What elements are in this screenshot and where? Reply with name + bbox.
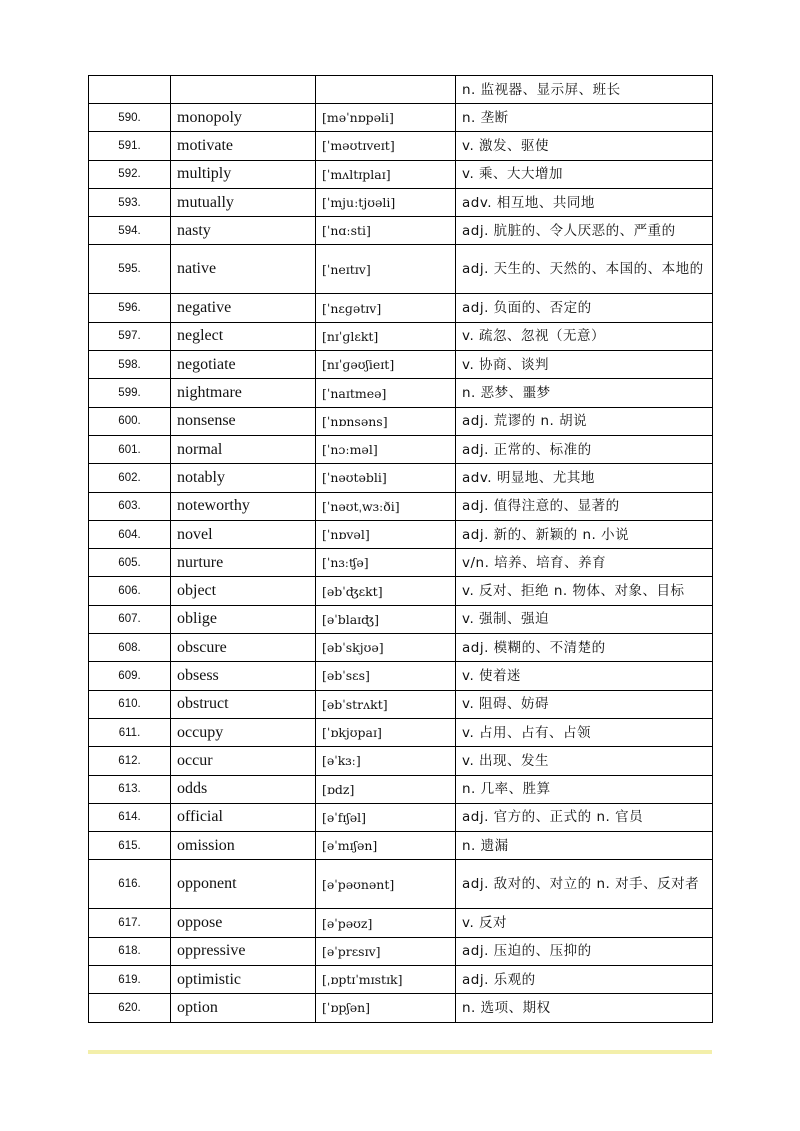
entry-word: mutually [171, 188, 316, 216]
entry-word: noteworthy [171, 492, 316, 520]
table-row [89, 160, 713, 188]
entry-word: nightmare [171, 379, 316, 407]
entry-number: 604. [89, 520, 171, 548]
entry-number: 614. [89, 803, 171, 831]
entry-phonetic: [ˈnəʊtəbli] [316, 464, 456, 492]
entry-phonetic: [əbˈskjʊə] [316, 634, 456, 662]
table-row [89, 994, 713, 1022]
entry-number: 612. [89, 747, 171, 775]
entry-phonetic: [əˈfɪʃəl] [316, 803, 456, 831]
entry-number: 593. [89, 188, 171, 216]
entry-number: 602. [89, 464, 171, 492]
entry-word: odds [171, 775, 316, 803]
table-row [89, 294, 713, 322]
entry-phonetic: [ˈnɜːʧə] [316, 549, 456, 577]
entry-definition: n. 几率、胜算 [456, 775, 713, 803]
entry-word: monopoly [171, 104, 316, 132]
entry-phonetic: [ˈnəʊtˌwɜːði] [316, 492, 456, 520]
entry-number: 594. [89, 217, 171, 245]
entry-phonetic [316, 76, 456, 104]
table-row [89, 747, 713, 775]
entry-phonetic: [əbˈʤɛkt] [316, 577, 456, 605]
entry-number: 596. [89, 294, 171, 322]
table-row [89, 520, 713, 548]
entry-phonetic: [nɪˈɡəʊʃieɪt] [316, 351, 456, 379]
entry-phonetic: [əbˈstrʌkt] [316, 690, 456, 718]
table-row [89, 188, 713, 216]
entry-definition: adj. 官方的、正式的 n. 官员 [456, 803, 713, 831]
entry-number: 618. [89, 937, 171, 965]
entry-definition: adj. 负面的、否定的 [456, 294, 713, 322]
table-row [89, 435, 713, 463]
entry-definition: adj. 新的、新颖的 n. 小说 [456, 520, 713, 548]
entry-definition: adv. 明显地、尤其地 [456, 464, 713, 492]
entry-word: occupy [171, 718, 316, 746]
table-row [89, 464, 713, 492]
entry-definition: v. 阻碍、妨碍 [456, 690, 713, 718]
entry-number: 617. [89, 909, 171, 937]
table-row [89, 245, 713, 294]
entry-definition: v. 乘、大大增加 [456, 160, 713, 188]
entry-definition: adj. 荒谬的 n. 胡说 [456, 407, 713, 435]
entry-number: 615. [89, 832, 171, 860]
entry-phonetic: [ˈɒkjʊpaɪ] [316, 718, 456, 746]
entry-phonetic: [ˈnaɪtmeə] [316, 379, 456, 407]
entry-number: 597. [89, 322, 171, 350]
entry-phonetic: [ˈnɑːsti] [316, 217, 456, 245]
entry-number: 600. [89, 407, 171, 435]
entry-number: 608. [89, 634, 171, 662]
entry-definition: v. 反对 [456, 909, 713, 937]
table-row [89, 803, 713, 831]
entry-word: occur [171, 747, 316, 775]
entry-phonetic: [əˈkɜː] [316, 747, 456, 775]
entry-definition: v. 强制、强迫 [456, 605, 713, 633]
entry-phonetic: [əˈmɪʃən] [316, 832, 456, 860]
entry-number: 599. [89, 379, 171, 407]
entry-number: 620. [89, 994, 171, 1022]
table-row [89, 104, 713, 132]
bottom-highlight-rule [88, 1050, 712, 1054]
vocabulary-table-body [89, 76, 713, 1023]
entry-number: 606. [89, 577, 171, 605]
entry-number: 598. [89, 351, 171, 379]
table-row [89, 605, 713, 633]
entry-number: 601. [89, 435, 171, 463]
entry-definition: v. 疏忽、忽视（无意） [456, 322, 713, 350]
table-row [89, 690, 713, 718]
entry-phonetic: [əbˈsɛs] [316, 662, 456, 690]
entry-number: 607. [89, 605, 171, 633]
entry-definition: adj. 乐观的 [456, 966, 713, 994]
entry-word: native [171, 245, 316, 294]
entry-word: optimistic [171, 966, 316, 994]
entry-definition: adj. 正常的、标准的 [456, 435, 713, 463]
entry-number: 610. [89, 690, 171, 718]
entry-number: 609. [89, 662, 171, 690]
entry-definition: v. 激发、驱使 [456, 132, 713, 160]
entry-word: multiply [171, 160, 316, 188]
entry-word: negative [171, 294, 316, 322]
entry-phonetic: [ɒdz] [316, 775, 456, 803]
entry-phonetic: [ˈnɒvəl] [316, 520, 456, 548]
entry-definition: v. 使着迷 [456, 662, 713, 690]
entry-definition: n. 监视器、显示屏、班长 [456, 76, 713, 104]
entry-definition: v. 占用、占有、占领 [456, 718, 713, 746]
entry-definition: adj. 敌对的、对立的 n. 对手、反对者 [456, 860, 713, 909]
entry-number: 613. [89, 775, 171, 803]
entry-word: oblige [171, 605, 316, 633]
entry-definition: v. 出现、发生 [456, 747, 713, 775]
table-row [89, 322, 713, 350]
table-row [89, 662, 713, 690]
entry-phonetic: [ˈnɛɡətɪv] [316, 294, 456, 322]
entry-word: obsess [171, 662, 316, 690]
entry-definition: n. 选项、期权 [456, 994, 713, 1022]
table-row [89, 966, 713, 994]
table-row [89, 379, 713, 407]
table-row [89, 860, 713, 909]
entry-definition: adj. 天生的、天然的、本国的、本地的 [456, 245, 713, 294]
entry-phonetic: [ˈneɪtɪv] [316, 245, 456, 294]
entry-phonetic: [ˌɒptɪˈmɪstɪk] [316, 966, 456, 994]
table-row [89, 76, 713, 104]
table-row [89, 217, 713, 245]
entry-number: 616. [89, 860, 171, 909]
entry-phonetic: [ˈməʊtɪveɪt] [316, 132, 456, 160]
entry-definition: n. 遗漏 [456, 832, 713, 860]
entry-number: 595. [89, 245, 171, 294]
entry-word: obscure [171, 634, 316, 662]
entry-number: 611. [89, 718, 171, 746]
entry-definition: v. 反对、拒绝 n. 物体、对象、目标 [456, 577, 713, 605]
entry-number: 590. [89, 104, 171, 132]
entry-definition: adj. 模糊的、不清楚的 [456, 634, 713, 662]
entry-definition: adj. 肮脏的、令人厌恶的、严重的 [456, 217, 713, 245]
entry-phonetic: [ˈɒpʃən] [316, 994, 456, 1022]
table-row [89, 718, 713, 746]
entry-number: 591. [89, 132, 171, 160]
entry-word: nonsense [171, 407, 316, 435]
entry-word: opponent [171, 860, 316, 909]
entry-definition: n. 恶梦、噩梦 [456, 379, 713, 407]
entry-phonetic: [ˈnɒnsəns] [316, 407, 456, 435]
table-row [89, 132, 713, 160]
table-row [89, 937, 713, 965]
entry-phonetic: [əˈblaɪʤ] [316, 605, 456, 633]
entry-phonetic: [ˈmjuːtjʊəli] [316, 188, 456, 216]
table-row [89, 549, 713, 577]
table-row [89, 832, 713, 860]
entry-number: 619. [89, 966, 171, 994]
table-row [89, 351, 713, 379]
table-row [89, 492, 713, 520]
table-row [89, 909, 713, 937]
vocabulary-table [88, 75, 713, 1023]
entry-word: oppose [171, 909, 316, 937]
entry-phonetic: [ˈmʌltɪplaɪ] [316, 160, 456, 188]
entry-word: motivate [171, 132, 316, 160]
entry-number: 592. [89, 160, 171, 188]
entry-word: normal [171, 435, 316, 463]
entry-phonetic: [əˈpəʊz] [316, 909, 456, 937]
entry-word: option [171, 994, 316, 1022]
entry-number: 603. [89, 492, 171, 520]
entry-word: notably [171, 464, 316, 492]
entry-definition: adj. 值得注意的、显著的 [456, 492, 713, 520]
entry-number [89, 76, 171, 104]
entry-phonetic: [məˈnɒpəli] [316, 104, 456, 132]
entry-word: oppressive [171, 937, 316, 965]
entry-word: omission [171, 832, 316, 860]
entry-phonetic: [ˈnɔːməl] [316, 435, 456, 463]
entry-phonetic: [əˈpəʊnənt] [316, 860, 456, 909]
entry-word: object [171, 577, 316, 605]
entry-definition: adv. 相互地、共同地 [456, 188, 713, 216]
entry-word: official [171, 803, 316, 831]
entry-phonetic: [nɪˈɡlɛkt] [316, 322, 456, 350]
table-row [89, 634, 713, 662]
entry-definition: n. 垄断 [456, 104, 713, 132]
entry-number: 605. [89, 549, 171, 577]
entry-phonetic: [əˈprɛsɪv] [316, 937, 456, 965]
table-row [89, 577, 713, 605]
entry-word: novel [171, 520, 316, 548]
entry-word: obstruct [171, 690, 316, 718]
entry-word: negotiate [171, 351, 316, 379]
entry-word: nasty [171, 217, 316, 245]
table-row [89, 407, 713, 435]
entry-definition: v. 协商、谈判 [456, 351, 713, 379]
entry-definition: v/n. 培养、培育、养育 [456, 549, 713, 577]
entry-word: neglect [171, 322, 316, 350]
entry-word: nurture [171, 549, 316, 577]
entry-word [171, 76, 316, 104]
table-row [89, 775, 713, 803]
entry-definition: adj. 压迫的、压抑的 [456, 937, 713, 965]
